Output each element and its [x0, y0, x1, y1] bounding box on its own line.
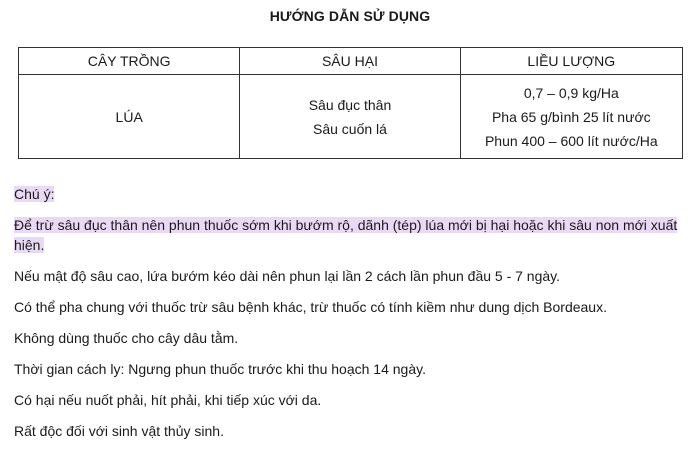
note-item	[14, 215, 690, 255]
table-row	[19, 75, 683, 159]
cell-crop: LÚA	[19, 75, 240, 159]
note-item: Không dùng thuốc cho cây dâu tằm.	[14, 330, 239, 346]
note-item: Rất độc đối với sinh vật thủy sinh.	[14, 423, 224, 439]
notes-label-text: Chú ý:	[14, 186, 55, 202]
pest-item: Sâu đục thân	[308, 96, 392, 113]
header-crop: CÂY TRỒNG	[19, 48, 240, 75]
header-dosage: LIỀU LƯỢNG	[460, 48, 682, 75]
note-item: Có hại nếu nuốt phải, hít phải, khi tiếp xúc với da.	[14, 392, 322, 408]
cell-dosage	[460, 75, 682, 159]
note-text-highlighted: Để trừ sâu đục thân nên phun thuốc sớm khi bướm rộ, dãnh (tép) lúa mới bị hại hoặc khi sâu non mới xuất hiện.	[14, 217, 678, 253]
page-title: HƯỚNG DẪN SỬ DỤNG	[269, 8, 431, 24]
usage-table	[18, 47, 683, 159]
note-item: Nếu mật độ sâu cao, lứa bướm kéo dài nên phun lại lần 2 cách lần phun đầu 5 - 7 ngày.	[14, 268, 561, 284]
notes-label	[14, 184, 690, 204]
note-item: Thời gian cách ly: Ngưng phun thuốc trước khi thu hoạch 14 ngày.	[14, 361, 426, 377]
pest-item: Sâu cuốn lá	[313, 120, 387, 137]
table-header-row	[19, 48, 683, 75]
header-pest: SÂU HẠI	[240, 48, 460, 75]
dosage-item: 0,7 – 0,9 kg/Ha	[523, 84, 619, 101]
note-item: Có thể pha chung với thuốc trừ sâu bệnh khác, trừ thuốc có tính kiềm như dung dịch Bordeaux.	[14, 299, 607, 315]
notes-section	[14, 184, 690, 452]
dosage-item: Pha 65 g/bình 25 lít nước	[491, 108, 651, 125]
dosage-item: Phun 400 – 600 lít nước/Ha	[484, 132, 658, 149]
cell-pests	[240, 75, 460, 159]
